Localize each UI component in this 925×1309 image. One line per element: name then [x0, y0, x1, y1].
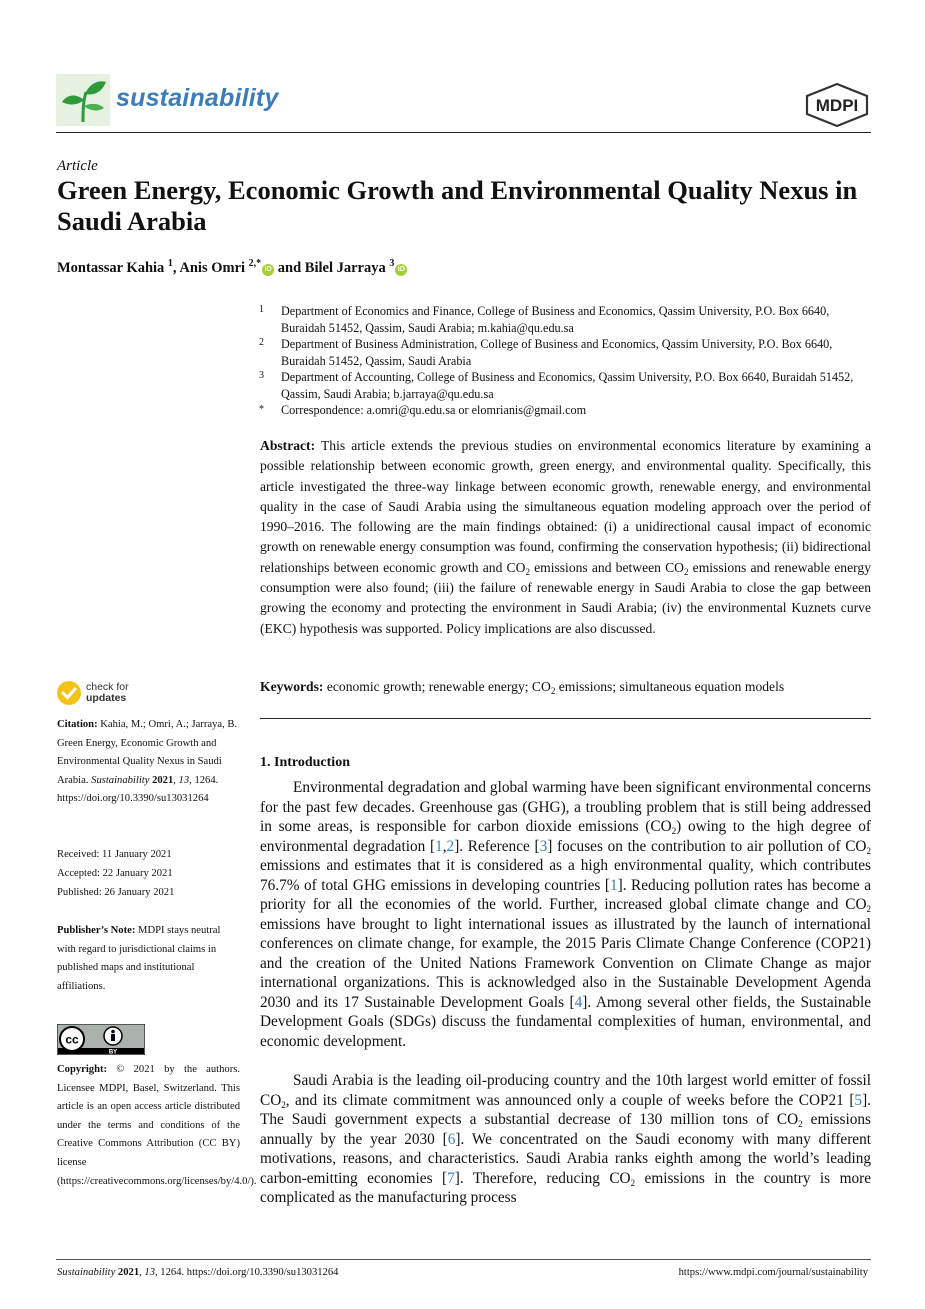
author-name: Bilel Jarraya	[304, 260, 386, 276]
subscript: 2	[866, 904, 871, 914]
abstract-text: emissions and renewable energy consumption were also found; (iii) the failure of renewable energy in Saudi Arabia to close the gap between growing the economy and protecting the environment in Saudi Arabia; (iv) the environmental Kuznets curve (EKC) hypothesis was supported. Policy implications are also discussed.	[260, 559, 871, 636]
author-name: Montassar Kahia	[57, 260, 165, 276]
footer-doi[interactable]: , 1264. https://doi.org/10.3390/su13031264	[155, 1267, 339, 1278]
abstract-rule	[260, 718, 871, 719]
author-list	[57, 258, 407, 277]
subscript: 2	[866, 845, 871, 856]
citation-rest: , 1264. https://doi.org/10.3390/su13031264	[57, 774, 219, 805]
affiliation-mark: *	[259, 404, 264, 415]
footer-year: 2021	[117, 1267, 140, 1278]
subscript: 2	[798, 1119, 803, 1129]
cc-by-license-badge[interactable]	[57, 1024, 145, 1060]
copyright-label: Copyright:	[57, 1064, 108, 1075]
reference-link[interactable]: 2	[446, 837, 455, 855]
intro-paragraph-2: Saudi Arabia is the leading oil-producing country and the 10th largest world emitter of fossil $CO_2$, and its climate commitment was announced only a couple of weeks before the COP21 [5]. The Saudi government expects a substantial decrease of 130 million tons of $CO_2$ emissions annually by the year 2030 [6]. We concentrated on the Saudi economy with many different motivations, reasons, and characteristics. Saudi Arabia ranks eighth among the world’s leading carbon-emitting economies [7]. Therefore, reducing $CO_2$ emissions in the country is more complicated as the manufacturing process	[260, 1072, 872, 1206]
header-rule	[56, 132, 871, 133]
cc-icon: cc	[65, 1032, 79, 1047]
check-updates-line1: check for	[86, 681, 129, 693]
author-affil-mark: 1	[167, 258, 173, 269]
keywords-text: economic growth; renewable energy; CO	[326, 679, 551, 694]
affiliation-mark: 1	[259, 304, 264, 315]
keywords: Keywords: economic growth; renewable energy; $CO_2$ emissions; simultaneous equation models	[260, 679, 785, 696]
citation-label: Citation:	[57, 719, 98, 730]
citation-block: Citation: Kahia, M.; Omri, A.; Jarraya, B. Green Energy, Economic Growth and Environmental Quality Nexus in Saudi Arabia. Sustainability 2021, 13, 1264. https://doi.org/10.3390/su13031264	[57, 719, 238, 805]
journal-name: sustainability	[116, 84, 279, 112]
footer-journal-url[interactable]: https://www.mdpi.com/journal/sustainability	[678, 1267, 868, 1278]
correspondence-text: Correspondence: a.omri@qu.edu.sa or elomrianis@gmail.com	[281, 403, 587, 417]
publisher-note-text: MDPI stays neutral with regard to jurisdictional claims in published maps and institutional affiliations.	[57, 925, 221, 992]
publisher-note-label: Publisher’s Note:	[57, 925, 136, 936]
article-title: Green Energy, Economic Growth and Environmental Quality Nexus in Saudi Arabia	[57, 175, 858, 236]
affiliation-text: Department of Accounting, College of Business and Economics, Qassim University, P.O. Box 6640, Buraidah 51452, Qassim, Saudi Arabia; b.jarraya@qu.edu.sa	[281, 370, 854, 401]
date-accepted: Accepted: 22 January 2021	[57, 868, 173, 879]
journal-logo-icon	[56, 74, 110, 131]
keywords-label: Keywords:	[260, 679, 324, 694]
affiliation-text: Department of Business Administration, College of Business and Economics, Qassim University, P.O. Box 6640, Buraidah 51452, Qassim, Saudi Arabia	[281, 337, 833, 368]
author-separator: ,	[172, 260, 180, 276]
orcid-icon[interactable]: iD	[395, 264, 407, 276]
reference-link[interactable]: 7	[447, 1169, 455, 1187]
by-label: BY	[108, 1049, 118, 1055]
footer-volume: 13	[144, 1267, 155, 1278]
check-updates-line2: updates	[86, 692, 127, 704]
reference-link[interactable]: 1	[609, 876, 618, 894]
copyright-text: © 2021 by the authors. Licensee MDPI, Basel, Switzerland. This article is an open access article distributed under the terms and conditions of the Creative Commons Attribution (CC BY) license (https://creativecommons.org/licenses/by/4.0/).	[57, 1064, 257, 1187]
citation-year: 2021	[152, 774, 174, 786]
keywords-text: emissions; simultaneous equation models	[555, 679, 785, 694]
abstract: Abstract: This article extends the previous studies on environmental economics literature by examining a possible relationship between economic growth, green energy, and environmental quality. Specifically, this article investigated the three-way linkage between economic growth, renewable energy, and environmental quality in the case of Saudi Arabia using the simultaneous equation modeling approach over the period of 1990–2016. The following are the main findings obtained: (i) a unidirectional causal impact of economic growth on renewable energy consumption was found, confirming the conservation hypothesis; (ii) bidirectional relationships between economic growth and $CO_2$ emissions and between $CO_2$ emissions and renewable energy consumption were also found; (iii) the failure of renewable energy in Saudi Arabia to close the gap between growing the economy and protecting the environment in Saudi Arabia; (iv) the environmental Kuznets curve (EKC) hypothesis was supported. Policy implications are also discussed.	[260, 438, 871, 636]
affiliation-text: Department of Economics and Finance, College of Business and Economics, Qassim University, P.O. Box 6640, Buraidah 51452, Qassim, Saudi Arabia; m.kahia@qu.edu.sa	[281, 304, 830, 335]
subscript: 2	[281, 1099, 286, 1110]
subscript: 2	[671, 826, 677, 836]
author-affil-mark: 2,*	[248, 258, 262, 269]
author-and: and	[277, 260, 302, 276]
affiliation-mark: 3	[259, 370, 264, 381]
article-type: Article	[57, 158, 98, 174]
section-heading: 1. Introduction	[260, 755, 350, 770]
reference-link[interactable]: 6	[447, 1130, 456, 1148]
publisher-name: MDPI	[815, 96, 859, 115]
author-name: Anis Omri	[179, 260, 246, 276]
footer-rule	[56, 1259, 871, 1260]
copyright-block	[57, 1061, 257, 1191]
affiliation-mark: 2	[259, 337, 264, 348]
abstract-label: Abstract:	[260, 438, 316, 453]
intro-paragraph-1: Environmental degradation and global warming have been significant environmental concerns for the past few decades. Greenhouse gas (GHG), a troubling problem that is still being addressed in some areas, is responsible for carbon dioxide emissions $(CO_2)$ owing to the high degree of environmental degradation [1,2]. Reference [3] focuses on the contribution to air pollution of $CO_2$ emissions and estimates that it is considered as a high environmental quality, which contributes 76.7% of total GHG emissions in developing countries [1]. Reducing pollution rates has become a priority for all the economies of the world. Further, increased global climate change and $CO_2$ emissions have brought to light international issues as illustrated by the launch of international conferences on climate change, for example, the 2015 Paris Climate Change Conference (COP21) and the creation of the United Nations Framework Convention on Climate Change as major international organizations. This is acknowledged also in the Sustainable Development Agenda 2030 and its 17 Sustainable Development Goals [4]. Among several other fields, the Sustainable Development Goals (SDGs) discuss the fundamental complexities of human, environmental, and economic development.	[260, 779, 871, 1050]
reference-link[interactable]: 5	[854, 1091, 863, 1109]
abstract-text: This article extends the previous studies on environmental economics literature by examining a possible relationship between economic growth, green energy, and environmental quality. Specifically, this article investigated the three-way linkage between economic growth, renewable energy, and environmental quality in the case of Saudi Arabia using the simultaneous equation modeling approach over the period of 1990–2016. The following are the main findings obtained: (i) a unidirectional causal impact of economic growth on renewable energy consumption was found, confirming the conservation hypothesis; (ii) bidirectional relationships between economic growth and CO	[260, 438, 871, 575]
footer-citation: Sustainability 2021, 13, 1264. https://doi.org/10.3390/su13031264	[57, 1267, 339, 1278]
date-received: Received: 11 January 2021	[57, 849, 172, 860]
check-updates-icon	[56, 680, 82, 706]
date-published: Published: 26 January 2021	[57, 887, 175, 898]
footer-journal: Sustainability	[57, 1267, 116, 1278]
reference-link[interactable]: 1	[435, 837, 443, 855]
check-for-updates-button[interactable]	[56, 680, 129, 706]
subscript: 2	[630, 1177, 636, 1188]
publisher-logo-icon	[803, 82, 871, 133]
orcid-icon[interactable]: iD	[262, 264, 274, 276]
reference-link[interactable]: 3	[539, 837, 548, 855]
author-affil-mark: 3	[389, 258, 395, 269]
citation-volume: 13	[178, 774, 190, 786]
abstract-text: emissions and between CO	[529, 559, 685, 575]
citation-text: Kahia, M.; Omri, A.; Jarraya, B. Green Energy, Economic Growth and Environmental Quality Nexus in Saudi Arabia.	[57, 719, 238, 786]
reference-link[interactable]: 4	[574, 993, 583, 1011]
publisher-note	[57, 922, 240, 996]
citation-journal: Sustainability	[91, 774, 150, 786]
